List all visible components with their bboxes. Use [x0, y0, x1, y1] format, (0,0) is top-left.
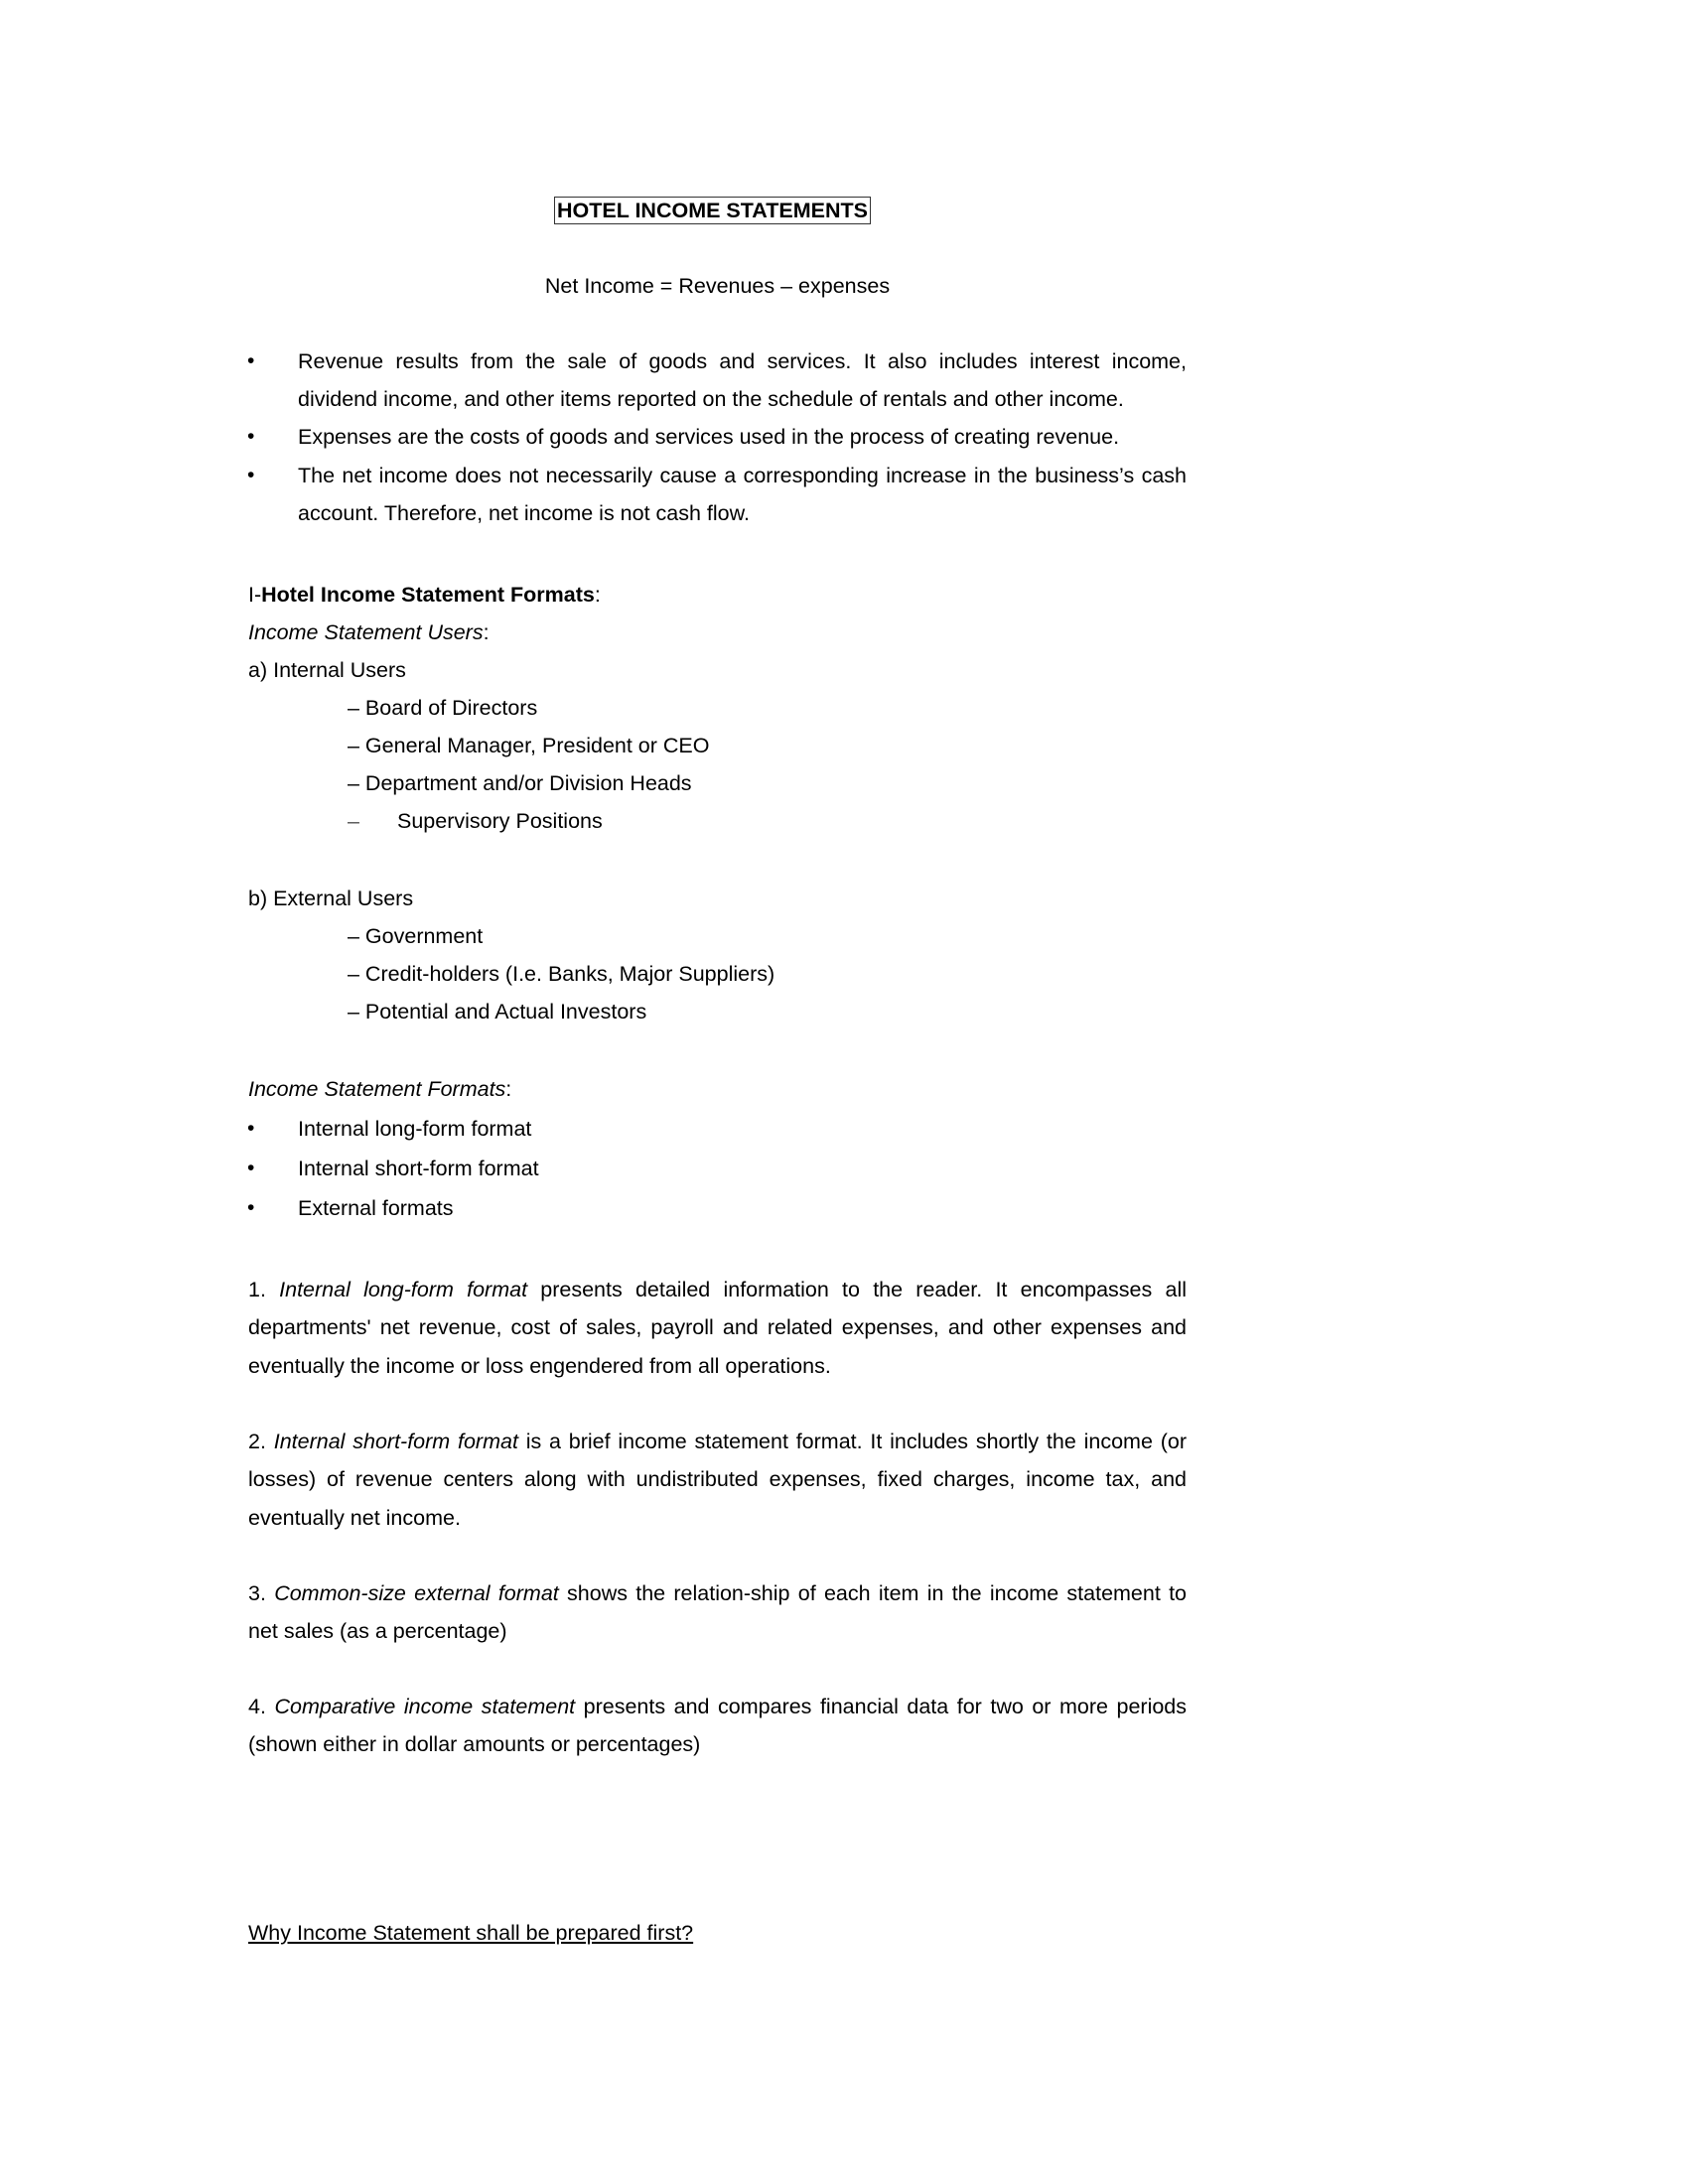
- format-item: External formats: [298, 1196, 454, 1220]
- internal-user-item: – General Manager, President or CEO: [348, 734, 710, 757]
- external-user-item: – Credit-holders (I.e. Banks, Major Suppliers): [348, 962, 775, 986]
- bullet-revenue: Revenue results from the sale of goods and services. It also includes interest income, dividend income, and other items reported on the schedule of rentals and other income.: [298, 349, 1187, 412]
- users-heading: Income Statement Users:: [248, 620, 490, 644]
- external-users-label: b) External Users: [248, 887, 414, 910]
- bullet-icon: •: [247, 464, 255, 486]
- internal-user-item: – Supervisory Positions: [348, 809, 603, 833]
- bullet-icon: •: [247, 425, 255, 448]
- internal-user-item: – Department and/or Division Heads: [348, 771, 692, 795]
- internal-users-label: a) Internal Users: [248, 658, 406, 682]
- question-heading: Why Income Statement shall be prepared first?: [248, 1921, 694, 1945]
- formats-heading: Income Statement Formats:: [248, 1077, 512, 1101]
- bullet-icon: •: [247, 349, 255, 372]
- internal-user-item: – Board of Directors: [348, 696, 538, 720]
- numbered-paragraph: 2. Internal short-form format is a brief income statement format. It includes shortly the income (or losses) of revenue centers along with undistributed expenses, fixed charges, income tax, and eventually net income.: [248, 1430, 1187, 1530]
- numbered-paragraph: 1. Internal long-form format presents detailed information to the reader. It encompasses all departments' net revenue, cost of sales, payroll and related expenses, and other expenses and eventually the income or loss engendered from all operations.: [248, 1278, 1187, 1378]
- numbered-paragraph: 4. Comparative income statement presents and compares financial data for two or more periods (shown either in dollar amounts or percentages): [248, 1695, 1188, 1757]
- format-item: Internal short-form format: [298, 1157, 539, 1180]
- format-item: Internal long-form format: [298, 1117, 532, 1141]
- page-title: HOTEL INCOME STATEMENTS: [554, 197, 871, 224]
- numbered-paragraph: 3. Common-size external format shows the relation-ship of each item in the income statement to net sales (as a percentage): [248, 1581, 1188, 1644]
- external-user-item: – Potential and Actual Investors: [348, 1000, 647, 1024]
- bullet-icon: •: [247, 1117, 255, 1140]
- section-heading: I-Hotel Income Statement Formats:: [248, 583, 601, 607]
- net-income-formula: Net Income = Revenues – expenses: [544, 274, 891, 298]
- bullet-expenses: Expenses are the costs of goods and services used in the process of creating revenue.: [298, 425, 1120, 449]
- bullet-icon: •: [247, 1196, 255, 1219]
- bullet-net-income: The net income does not necessarily cause a corresponding increase in the business’s cash account. Therefore, net income is not cash flow.: [298, 464, 1187, 526]
- external-user-item: – Government: [348, 924, 484, 948]
- bullet-icon: •: [247, 1157, 255, 1179]
